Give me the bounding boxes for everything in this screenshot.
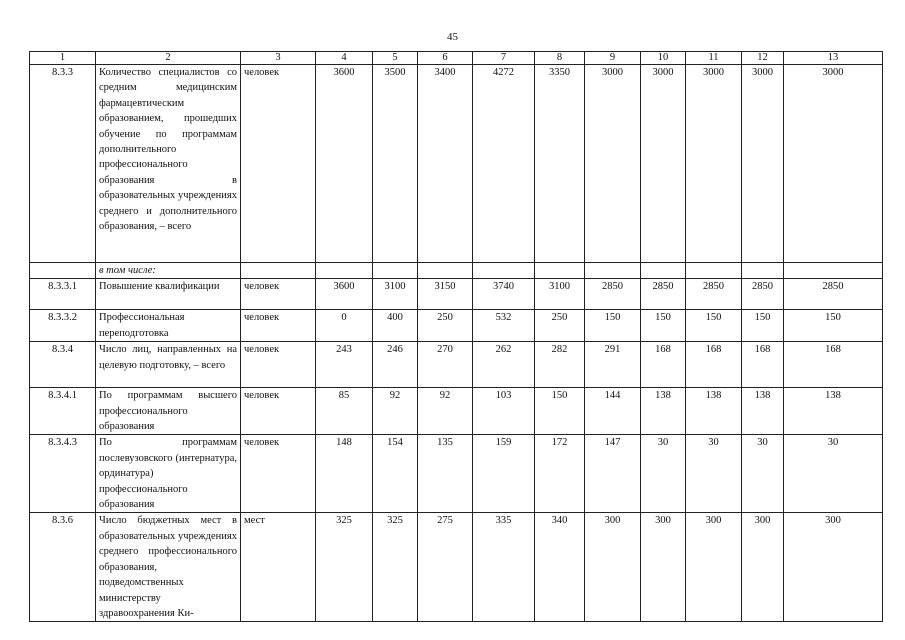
table-row [30,388,883,435]
value-cell: 335 [473,513,535,622]
value-cell: 150 [535,388,585,435]
empty-cell [641,263,686,279]
value-cell: 2850 [742,279,784,310]
column-header: 1 [30,52,96,65]
row-unit: человек [241,310,316,342]
table-row [30,65,883,263]
value-cell: 3000 [784,65,883,263]
value-cell: 4272 [473,65,535,263]
column-header: 2 [96,52,241,65]
value-cell: 144 [585,388,641,435]
value-cell: 172 [535,435,585,513]
value-cell: 3000 [641,65,686,263]
column-header: 10 [641,52,686,65]
column-header: 8 [535,52,585,65]
table-row [30,310,883,342]
value-cell: 168 [742,342,784,388]
value-cell: 3600 [316,65,373,263]
empty-cell [241,263,316,279]
value-cell: 159 [473,435,535,513]
value-cell: 250 [535,310,585,342]
value-cell: 400 [373,310,418,342]
row-description: Профессиональная переподготовка [96,310,241,342]
row-description: Число лиц, направленных на целевую подготовку, – всего [96,342,241,388]
value-cell: 250 [418,310,473,342]
value-cell: 2850 [784,279,883,310]
column-header: 5 [373,52,418,65]
value-cell: 3100 [373,279,418,310]
page-number: 45 [447,31,458,43]
empty-cell [316,263,373,279]
value-cell: 3740 [473,279,535,310]
value-cell: 246 [373,342,418,388]
value-cell: 135 [418,435,473,513]
value-cell: 150 [784,310,883,342]
value-cell: 150 [585,310,641,342]
value-cell: 150 [641,310,686,342]
empty-cell [418,263,473,279]
value-cell: 3000 [585,65,641,263]
table-row [30,435,883,513]
value-cell: 291 [585,342,641,388]
value-cell: 3000 [686,65,742,263]
subheading: в том числе: [96,263,241,279]
value-cell: 3500 [373,65,418,263]
table-row [30,279,883,310]
subheading-row [30,263,883,279]
value-cell: 30 [686,435,742,513]
row-unit: человек [241,388,316,435]
value-cell: 2850 [641,279,686,310]
row-code: 8.3.6 [30,513,96,622]
table-row [30,513,883,622]
value-cell: 2850 [686,279,742,310]
value-cell: 3150 [418,279,473,310]
value-cell: 300 [742,513,784,622]
value-cell: 150 [686,310,742,342]
value-cell: 325 [373,513,418,622]
value-cell: 103 [473,388,535,435]
empty-cell [686,263,742,279]
value-cell: 340 [535,513,585,622]
empty-cell [535,263,585,279]
value-cell: 150 [742,310,784,342]
column-header: 3 [241,52,316,65]
row-code: 8.3.3.1 [30,279,96,310]
value-cell: 92 [373,388,418,435]
empty-cell [30,263,96,279]
data-table [29,51,883,622]
row-code: 8.3.4.1 [30,388,96,435]
value-cell: 30 [784,435,883,513]
column-header: 4 [316,52,373,65]
row-description: Количество специалистов со средним медицинским фармацевтическим образованием, прошедших обучение по программам дополнительного профессионального образования в образовательных учреждениях среднего и дополнительного образования, – всего [96,65,241,263]
row-description: Число бюджетных мест в образовательных учреждениях среднего профессионального образования, подведомственных министерству здравоохранения Ки- [96,513,241,622]
value-cell: 300 [686,513,742,622]
value-cell: 275 [418,513,473,622]
value-cell: 532 [473,310,535,342]
empty-cell [742,263,784,279]
value-cell: 85 [316,388,373,435]
value-cell: 148 [316,435,373,513]
value-cell: 325 [316,513,373,622]
value-cell: 3350 [535,65,585,263]
row-code: 8.3.4 [30,342,96,388]
row-description: По программам послевузовского (интернатура, ординатура) профессионального образования [96,435,241,513]
empty-cell [784,263,883,279]
empty-cell [585,263,641,279]
value-cell: 3000 [742,65,784,263]
table-row [30,342,883,388]
column-header: 12 [742,52,784,65]
row-code: 8.3.4.3 [30,435,96,513]
value-cell: 168 [641,342,686,388]
value-cell: 138 [742,388,784,435]
header-row [30,52,883,65]
value-cell: 300 [641,513,686,622]
value-cell: 168 [686,342,742,388]
value-cell: 262 [473,342,535,388]
row-unit: мест [241,513,316,622]
value-cell: 3400 [418,65,473,263]
value-cell: 300 [585,513,641,622]
value-cell: 282 [535,342,585,388]
empty-cell [373,263,418,279]
column-header: 9 [585,52,641,65]
value-cell: 138 [686,388,742,435]
row-code: 8.3.3 [30,65,96,263]
column-header: 7 [473,52,535,65]
row-unit: человек [241,65,316,263]
row-code: 8.3.3.2 [30,310,96,342]
value-cell: 300 [784,513,883,622]
row-description: По программам высшего профессионального образования [96,388,241,435]
value-cell: 30 [742,435,784,513]
value-cell: 270 [418,342,473,388]
value-cell: 30 [641,435,686,513]
column-header: 6 [418,52,473,65]
value-cell: 147 [585,435,641,513]
row-unit: человек [241,279,316,310]
value-cell: 3600 [316,279,373,310]
value-cell: 154 [373,435,418,513]
row-unit: человек [241,435,316,513]
value-cell: 3100 [535,279,585,310]
value-cell: 168 [784,342,883,388]
value-cell: 243 [316,342,373,388]
value-cell: 92 [418,388,473,435]
value-cell: 138 [784,388,883,435]
value-cell: 2850 [585,279,641,310]
column-header: 11 [686,52,742,65]
empty-cell [473,263,535,279]
value-cell: 138 [641,388,686,435]
row-unit: человек [241,342,316,388]
row-description: Повышение квалификации [96,279,241,310]
value-cell: 0 [316,310,373,342]
column-header: 13 [784,52,883,65]
